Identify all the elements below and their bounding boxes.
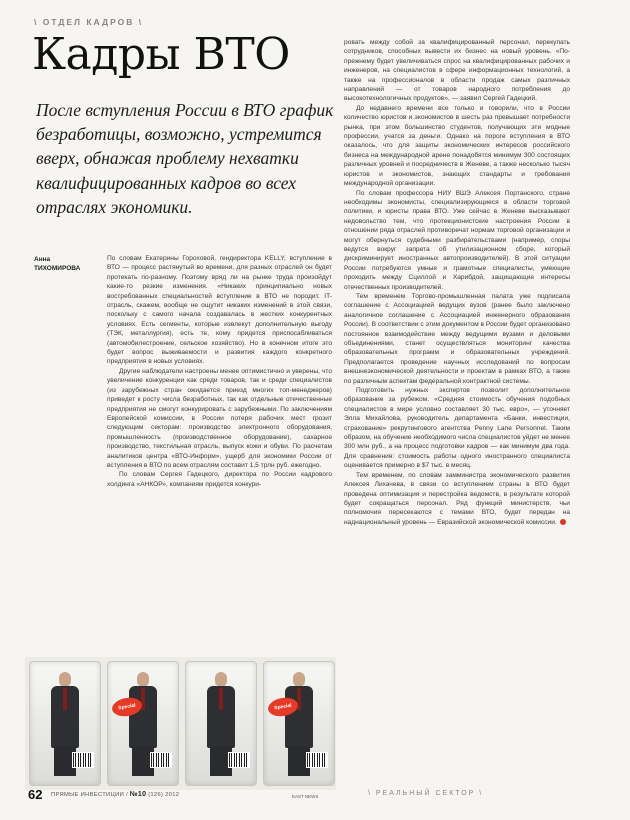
footer-magazine [51,791,179,798]
packaged-man-tray [185,661,257,786]
price-tag-icon: Special [111,696,144,719]
author-first-name: Анна [34,256,51,263]
left-column [107,254,332,489]
barcode-icon [228,752,250,768]
paragraph: По словам профессора НИУ ВШЭ Алексея Портанского, стране необходимы экономисты, специализирующиеся в области торговой политики, и юристы права ВТО. Уже сейчас в Женеве высказывают недовольство тем, что протекционистские настроения России в отношении ряда отраслей противоречат нормам торговой организации и могут обернуться судебными разбирательствами (например, споры ведутся вокруг запрета об утилизационном сборе, который дискриминирует иностранных автопроизводителей). В этой ситуации России потребуются умные и грамотные специалисты, умеющие проходить между Сциллой и Харибдой, защищающие интересы отечественных производителей. [344,189,570,291]
packaged-man-tray [107,661,179,786]
article-title: Кадры ВТО [32,29,290,80]
figure-head [293,672,305,687]
end-mark-icon [560,519,566,525]
paragraph: По словам Сергея Гадецкого, директора по России кадрового холдинга «АНКОР», компаниям придется конкури- [107,471,332,488]
right-column [344,38,570,527]
footer-section: \ РЕАЛЬНЫЙ СЕКТОР \ [368,790,484,797]
paragraph-text: Тем временем, по словам замминистра экономического развития Алексея Лихачева, в связи со вступлением страны в ВТО будет проведена оптимизация и перестройка ведомств, в результате которой будет сокращаться персонал. Ряд функций министерств, чьи полномочия пересекаются с темами ВТО, будет передан на наднациональный уровень — Евразийской экономической комиссии. [344,471,570,526]
page-number: 62 [28,787,43,802]
figure-head [59,672,71,687]
barcode-icon [150,752,172,768]
barcode-icon [72,752,94,768]
photo-credit: EAST NEWS [292,794,319,799]
paragraph [344,471,570,527]
paragraph: До недавнего времени все только и говорили, что в России количество юристов и экономистов в шесть раз превышает потребности рынка, при этом большинство студентов, получающих эти модные профессии, учатся за деньги. Однако на пороге вступления в ВТО оказалось, что для защиты экономических интересов российского бизнеса на международной арене понадобятся минимум 300 состоящих различных уровней и посредничеств в Женеве, а также несколько тысяч юристов и экономистов, знающих стандарты и требования международной организации. [344,104,570,188]
paragraph: ровать между собой за квалифицированный персонал, перекупать сотрудников, способных вывести их бизнес на новый уровень. «По-прежнему будет увеличиваться спрос на квалифицированных рабочих и инженеров, на специалистов в сфере информационных технологий, а также на профессионалов в области продаж самых различных направлений — от товаров народного потребления до высокотехнологичных продуктов», — заявил Сергей Гадецкий. [344,39,570,103]
author-last-name: ТИХОМИРОВА [34,265,81,272]
figure-head [137,672,149,687]
paragraph: Подготовить нужных экспертов позволит дополнительное образование за рубежом. «Средняя стоимость обучения подобных специалистов в мире условно составляет 30 тыс. евро», — уточняет Элла Михайлова, руководитель департамента «Банки, инвестиции, страхование» рекрутингового агентства Penny Lane Personnel. Таким образом, на обучение необходимого числа специалистов уйдет не менее 300 млн руб., а на процесс подготовки кадров — как минимум два года. Для сравнения: стоимость работы одного иностранного специалиста оценивается примерно в $7 тыс. в месяц. [344,387,570,470]
section-tag: \ ОТДЕЛ КАДРОВ \ [34,17,144,27]
figure-head [215,672,227,687]
packaged-man-tray [29,661,101,786]
article-lead: После вступления России в ВТО график безработицы, возможно, устремится вверх, обнажая проблему нехватки квалифицированных кадров во всех отраслях экономики. [36,100,334,217]
paragraph: По словам Екатерины Гороховой, гендиректора KELLY, вступление в ВТО — процесс растянутый во времени, для разных отраслей он будет протекать по-разному. Поэтому вряд ли на рынке труда произойдут какие-то резкие изменения. «Никаких принципиально новых востребованных специальностей вступление в ВТО не породит. IT-отрасль, скажем, вообще не ощутит никаких изменений в этой связи, поскольку с самого начала создавалась в жестких конкурентных условиях. Есть сегменты, которые извлекут дополнительную выгоду (ТЭК, металлургия), есть те, кому придется приспосабливаться (автомобилестроение, сельское хозяйство). Но в конечном итоге это будет вопрос выживаемости и развития каждого конкретного предприятия в новых условиях. [107,255,332,366]
paragraph: Другие наблюдатели настроены менее оптимистично и уверены, что увеличение конкуренции как среди товаров, так и среди специалистов (из зарубежных стран ожидается приезд многих топ-менеджеров) приведет к росту числа безработных, так как отдельные отечественные предприятия не смогут конкурировать с зарубежными. По заключениям Европейской комиссии, в России потеря рабочих мест грозит следующим секторам: производство электронного оборудования, промышленность (производственное оборудование), сахарное производство, текстильная отрасль, выпуск кожи и обуви. По расчетам аналитиков центра «ВТО-Информ», ущерб для экономики России от вступления в ВТО по всем отраслям составит 1,5 трлн руб. ежегодно. [107,367,332,469]
figure-tie [63,688,67,710]
author-byline [34,255,102,273]
barcode-icon [306,752,328,768]
price-tag-icon: Special [267,696,300,719]
issue-number: №10 [129,791,147,798]
article-photo [25,657,336,790]
issue-detail: (126) 2012 [148,792,180,798]
figure-tie [219,688,223,710]
magazine-name: ПРЯМЫЕ ИНВЕСТИЦИИ / [51,792,128,798]
paragraph: Тем временем Торгово-промышленная палата уже подписала соглашение с Ассоциацией ведущих вузов (ранее было заключено аналогичное соглашение с Ассоциацией инженерного образования России). В соответствии с этим документом в России будет организовано постоянное взаимодействие между ведущими вузами и деловыми объединениями, станет осуществляться мониторинг качества образовательных программ и образовательных учреждений. Предполагается проведение научных исследований по вопросам внешнеэкономической деятельности и проектам в рамках ВТО, а также по различным аспектам федеральной контрактной системы. [344,292,570,385]
packaged-man-tray [263,661,335,786]
